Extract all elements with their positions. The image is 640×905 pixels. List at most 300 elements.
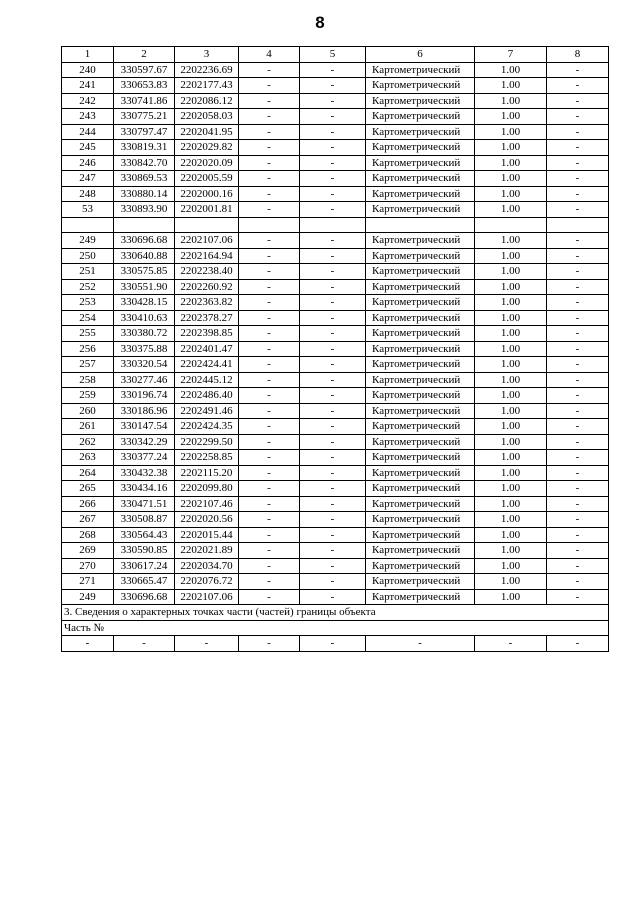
- cell-coord-x: 330869.53: [114, 171, 175, 187]
- cell-method: Картометрический: [366, 543, 475, 559]
- cell-coord-x: 330597.67: [114, 62, 175, 78]
- cell-col-4: -: [239, 465, 300, 481]
- cell-coord-y: 2202398.85: [175, 326, 239, 342]
- cell-accuracy: 1.00: [475, 419, 547, 435]
- cell-method: Картометрический: [366, 589, 475, 605]
- cell-accuracy: 1.00: [475, 326, 547, 342]
- table-row: [62, 372, 609, 388]
- cell-method: Картометрический: [366, 326, 475, 342]
- table-row: [62, 543, 609, 559]
- table-row: [62, 310, 609, 326]
- cell-col-5: -: [300, 543, 366, 559]
- cell-point-number: 268: [62, 527, 114, 543]
- cell-point-number: 271: [62, 574, 114, 590]
- cell-col-5: -: [300, 388, 366, 404]
- cell-accuracy: 1.00: [475, 62, 547, 78]
- cell-col-8: -: [547, 171, 609, 187]
- table-row: [62, 62, 609, 78]
- cell-method: Картометрический: [366, 310, 475, 326]
- cell-col-5: -: [300, 248, 366, 264]
- cell-coord-y: 2202491.46: [175, 403, 239, 419]
- cell-coord-y: 2202236.69: [175, 62, 239, 78]
- cell-col-8: -: [547, 124, 609, 140]
- cell-method: Картометрический: [366, 186, 475, 202]
- cell-point-number: 259: [62, 388, 114, 404]
- cell-col-4: -: [239, 124, 300, 140]
- cell-col-8: -: [547, 295, 609, 311]
- cell-accuracy: 1.00: [475, 403, 547, 419]
- cell-coord-y: 2202378.27: [175, 310, 239, 326]
- empty-cell: [175, 217, 239, 233]
- cell-method: Картометрический: [366, 372, 475, 388]
- cell-col-5: -: [300, 62, 366, 78]
- cell-col-8: -: [547, 93, 609, 109]
- header-cell-3: 3: [175, 47, 239, 63]
- cell-method: Картометрический: [366, 233, 475, 249]
- table-row: [62, 186, 609, 202]
- cell-coord-y: 2202058.03: [175, 109, 239, 125]
- empty-cell: [300, 217, 366, 233]
- cell-col-4: -: [239, 543, 300, 559]
- cell-col-5: -: [300, 372, 366, 388]
- table-row: [62, 264, 609, 280]
- cell-method: Картометрический: [366, 62, 475, 78]
- blank-separator-row: [62, 217, 609, 233]
- cell-col-5: -: [300, 589, 366, 605]
- cell-col-8: -: [547, 357, 609, 373]
- cell-col-4: -: [239, 527, 300, 543]
- cell-col-8: -: [547, 450, 609, 466]
- cell-col-5: -: [300, 171, 366, 187]
- cell-point-number: 252: [62, 279, 114, 295]
- cell-col-4: -: [239, 357, 300, 373]
- cell-col-8: -: [547, 403, 609, 419]
- header-cell-2: 2: [114, 47, 175, 63]
- table-row: [62, 124, 609, 140]
- cell-col-4: -: [239, 295, 300, 311]
- table-row: [62, 496, 609, 512]
- cell-point-number: 265: [62, 481, 114, 497]
- table-row: [62, 574, 609, 590]
- cell-col-8: -: [547, 279, 609, 295]
- cell-col-8: -: [547, 341, 609, 357]
- cell-col-8: -: [547, 62, 609, 78]
- cell-method: Картометрический: [366, 341, 475, 357]
- cell-col-4: -: [239, 233, 300, 249]
- cell-point-number: 266: [62, 496, 114, 512]
- cell-accuracy: 1.00: [475, 248, 547, 264]
- cell-col-5: -: [300, 450, 366, 466]
- table-row: [62, 589, 609, 605]
- cell-coord-x: 330797.47: [114, 124, 175, 140]
- cell-col-5: -: [300, 465, 366, 481]
- cell-coord-x: 330640.88: [114, 248, 175, 264]
- cell-col-4: -: [239, 419, 300, 435]
- cell-coord-x: 330819.31: [114, 140, 175, 156]
- cell-point-number: 270: [62, 558, 114, 574]
- header-cell-6: 6: [366, 47, 475, 63]
- cell-accuracy: 1.00: [475, 341, 547, 357]
- cell-accuracy: 1.00: [475, 372, 547, 388]
- table-row: [62, 512, 609, 528]
- cell-coord-x: 330564.43: [114, 527, 175, 543]
- cell-coord-x: 330320.54: [114, 357, 175, 373]
- cell-col-4: -: [239, 403, 300, 419]
- cell-coord-y: 2202020.09: [175, 155, 239, 171]
- boundary-points-table: [61, 46, 609, 652]
- cell-coord-x: 330186.96: [114, 403, 175, 419]
- cell-coord-y: 2202034.70: [175, 558, 239, 574]
- cell-method: Картометрический: [366, 388, 475, 404]
- cell-col-4: -: [239, 202, 300, 218]
- cell-method: Картометрический: [366, 496, 475, 512]
- cell-col-5: -: [300, 419, 366, 435]
- cell-col-8: -: [547, 78, 609, 94]
- cell-point-number: 248: [62, 186, 114, 202]
- cell-method: Картометрический: [366, 248, 475, 264]
- cell-accuracy: 1.00: [475, 543, 547, 559]
- table-row: [62, 279, 609, 295]
- cell-method: Картометрический: [366, 155, 475, 171]
- header-cell-7: 7: [475, 47, 547, 63]
- cell-coord-y: 2202000.16: [175, 186, 239, 202]
- cell-coord-x: 330617.24: [114, 558, 175, 574]
- part-number-row: [62, 620, 609, 636]
- cell-coord-y: 2202164.94: [175, 248, 239, 264]
- cell-col-5: -: [300, 558, 366, 574]
- cell-col-4: -: [239, 279, 300, 295]
- cell-col-5: -: [300, 202, 366, 218]
- table-row: [62, 326, 609, 342]
- cell-accuracy: 1.00: [475, 140, 547, 156]
- cell-col-4: -: [239, 140, 300, 156]
- cell-col-8: -: [547, 186, 609, 202]
- cell-coord-y: 2202099.80: [175, 481, 239, 497]
- cell-coord-x: 330375.88: [114, 341, 175, 357]
- cell-coord-x: 330653.83: [114, 78, 175, 94]
- cell-method: Картометрический: [366, 171, 475, 187]
- empty-part-row: [62, 636, 609, 652]
- cell-col-4: -: [239, 589, 300, 605]
- cell-accuracy: 1.00: [475, 78, 547, 94]
- cell-coord-y: 2202001.81: [175, 202, 239, 218]
- cell-method: Картометрический: [366, 124, 475, 140]
- table-header-row: [62, 47, 609, 63]
- cell-col-8: -: [547, 496, 609, 512]
- cell-coord-x: 330410.63: [114, 310, 175, 326]
- cell-col-4: -: [239, 93, 300, 109]
- cell-coord-x: 330428.15: [114, 295, 175, 311]
- cell-method: Картометрический: [366, 78, 475, 94]
- cell-coord-y: 2202115.20: [175, 465, 239, 481]
- cell-accuracy: 1.00: [475, 357, 547, 373]
- cell-col-5: -: [300, 512, 366, 528]
- cell-col-8: -: [547, 109, 609, 125]
- cell-coord-x: 330665.47: [114, 574, 175, 590]
- cell-coord-x: 330842.70: [114, 155, 175, 171]
- cell-coord-y: 2202486.40: [175, 388, 239, 404]
- part-number-label: Часть №: [62, 620, 609, 636]
- cell-coord-y: 2202107.46: [175, 496, 239, 512]
- cell-coord-x: 330741.86: [114, 93, 175, 109]
- cell-point-number: 245: [62, 140, 114, 156]
- cell-coord-y: 2202445.12: [175, 372, 239, 388]
- cell-coord-y: 2202029.82: [175, 140, 239, 156]
- cell-accuracy: 1.00: [475, 310, 547, 326]
- cell-accuracy: 1.00: [475, 496, 547, 512]
- cell-coord-y: 2202260.92: [175, 279, 239, 295]
- table-row: [62, 155, 609, 171]
- cell-col-5: -: [300, 341, 366, 357]
- header-cell-5: 5: [300, 47, 366, 63]
- cell-coord-y: 2202107.06: [175, 233, 239, 249]
- cell-method: Картометрический: [366, 279, 475, 295]
- cell-accuracy: 1.00: [475, 574, 547, 590]
- cell-coord-x: 330434.16: [114, 481, 175, 497]
- empty-part-cell: -: [114, 636, 175, 652]
- cell-accuracy: 1.00: [475, 450, 547, 466]
- cell-col-5: -: [300, 357, 366, 373]
- cell-accuracy: 1.00: [475, 202, 547, 218]
- cell-col-5: -: [300, 78, 366, 94]
- cell-method: Картометрический: [366, 140, 475, 156]
- cell-coord-y: 2202424.41: [175, 357, 239, 373]
- cell-method: Картометрический: [366, 558, 475, 574]
- table-row: [62, 481, 609, 497]
- cell-col-8: -: [547, 574, 609, 590]
- cell-point-number: 253: [62, 295, 114, 311]
- cell-col-4: -: [239, 248, 300, 264]
- cell-col-4: -: [239, 558, 300, 574]
- cell-coord-x: 330590.85: [114, 543, 175, 559]
- cell-coord-x: 330775.21: [114, 109, 175, 125]
- cell-point-number: 257: [62, 357, 114, 373]
- cell-method: Картометрический: [366, 357, 475, 373]
- table-row: [62, 109, 609, 125]
- cell-col-8: -: [547, 434, 609, 450]
- cell-col-4: -: [239, 388, 300, 404]
- cell-coord-y: 2202021.89: [175, 543, 239, 559]
- cell-col-8: -: [547, 310, 609, 326]
- cell-method: Картометрический: [366, 481, 475, 497]
- cell-col-4: -: [239, 78, 300, 94]
- header-cell-8: 8: [547, 47, 609, 63]
- cell-col-8: -: [547, 527, 609, 543]
- section-3-title: 3. Сведения о характерных точках части (частей) границы объекта: [62, 605, 609, 621]
- cell-col-5: -: [300, 233, 366, 249]
- cell-accuracy: 1.00: [475, 109, 547, 125]
- cell-coord-y: 2202086.12: [175, 93, 239, 109]
- cell-point-number: 242: [62, 93, 114, 109]
- cell-coord-y: 2202238.40: [175, 264, 239, 280]
- cell-col-5: -: [300, 310, 366, 326]
- table-row: [62, 93, 609, 109]
- table-row: [62, 434, 609, 450]
- cell-col-8: -: [547, 481, 609, 497]
- cell-accuracy: 1.00: [475, 186, 547, 202]
- cell-col-5: -: [300, 496, 366, 512]
- cell-coord-y: 2202015.44: [175, 527, 239, 543]
- cell-col-4: -: [239, 372, 300, 388]
- cell-col-4: -: [239, 62, 300, 78]
- empty-cell: [239, 217, 300, 233]
- cell-coord-y: 2202107.06: [175, 589, 239, 605]
- cell-col-5: -: [300, 295, 366, 311]
- cell-coord-y: 2202005.59: [175, 171, 239, 187]
- cell-col-4: -: [239, 434, 300, 450]
- cell-coord-y: 2202363.82: [175, 295, 239, 311]
- cell-col-5: -: [300, 140, 366, 156]
- cell-col-8: -: [547, 155, 609, 171]
- cell-col-8: -: [547, 248, 609, 264]
- cell-col-8: -: [547, 140, 609, 156]
- table-row: [62, 527, 609, 543]
- cell-col-8: -: [547, 388, 609, 404]
- cell-point-number: 244: [62, 124, 114, 140]
- cell-method: Картометрический: [366, 403, 475, 419]
- cell-coord-x: 330551.90: [114, 279, 175, 295]
- cell-point-number: 246: [62, 155, 114, 171]
- cell-point-number: 255: [62, 326, 114, 342]
- cell-col-8: -: [547, 419, 609, 435]
- cell-accuracy: 1.00: [475, 93, 547, 109]
- cell-method: Картометрический: [366, 450, 475, 466]
- table-row: [62, 295, 609, 311]
- cell-col-4: -: [239, 171, 300, 187]
- cell-point-number: 247: [62, 171, 114, 187]
- table-row: [62, 465, 609, 481]
- empty-cell: [475, 217, 547, 233]
- cell-coord-y: 2202401.47: [175, 341, 239, 357]
- cell-col-8: -: [547, 326, 609, 342]
- cell-coord-y: 2202041.95: [175, 124, 239, 140]
- section-3-row: [62, 605, 609, 621]
- table-row: [62, 202, 609, 218]
- cell-point-number: 269: [62, 543, 114, 559]
- empty-part-cell: -: [62, 636, 114, 652]
- cell-point-number: 264: [62, 465, 114, 481]
- cell-coord-x: 330696.68: [114, 233, 175, 249]
- cell-accuracy: 1.00: [475, 558, 547, 574]
- cell-coord-y: 2202299.50: [175, 434, 239, 450]
- cell-col-4: -: [239, 264, 300, 280]
- cell-accuracy: 1.00: [475, 279, 547, 295]
- cell-col-5: -: [300, 434, 366, 450]
- cell-accuracy: 1.00: [475, 233, 547, 249]
- cell-method: Картометрический: [366, 465, 475, 481]
- table-body: [62, 47, 609, 652]
- cell-point-number: 256: [62, 341, 114, 357]
- cell-col-8: -: [547, 543, 609, 559]
- cell-method: Картометрический: [366, 434, 475, 450]
- cell-col-4: -: [239, 574, 300, 590]
- cell-accuracy: 1.00: [475, 388, 547, 404]
- cell-point-number: 243: [62, 109, 114, 125]
- table-row: [62, 341, 609, 357]
- cell-point-number: 250: [62, 248, 114, 264]
- cell-col-5: -: [300, 124, 366, 140]
- cell-col-5: -: [300, 403, 366, 419]
- cell-col-4: -: [239, 450, 300, 466]
- cell-point-number: 258: [62, 372, 114, 388]
- cell-method: Картометрический: [366, 93, 475, 109]
- cell-col-4: -: [239, 496, 300, 512]
- cell-method: Картометрический: [366, 574, 475, 590]
- table-row: [62, 233, 609, 249]
- cell-accuracy: 1.00: [475, 434, 547, 450]
- cell-point-number: 249: [62, 589, 114, 605]
- header-cell-1: 1: [62, 47, 114, 63]
- cell-accuracy: 1.00: [475, 465, 547, 481]
- cell-col-4: -: [239, 109, 300, 125]
- cell-col-5: -: [300, 326, 366, 342]
- cell-col-5: -: [300, 279, 366, 295]
- cell-col-4: -: [239, 341, 300, 357]
- cell-col-4: -: [239, 481, 300, 497]
- cell-point-number: 251: [62, 264, 114, 280]
- cell-col-8: -: [547, 465, 609, 481]
- empty-cell: [114, 217, 175, 233]
- cell-point-number: 254: [62, 310, 114, 326]
- empty-part-cell: -: [175, 636, 239, 652]
- cell-coord-y: 2202177.43: [175, 78, 239, 94]
- cell-coord-x: 330508.87: [114, 512, 175, 528]
- table-row: [62, 388, 609, 404]
- cell-col-4: -: [239, 512, 300, 528]
- cell-col-5: -: [300, 155, 366, 171]
- cell-coord-x: 330380.72: [114, 326, 175, 342]
- cell-coord-y: 2202020.56: [175, 512, 239, 528]
- cell-accuracy: 1.00: [475, 124, 547, 140]
- cell-coord-x: 330696.68: [114, 589, 175, 605]
- cell-method: Картометрический: [366, 264, 475, 280]
- cell-method: Картометрический: [366, 527, 475, 543]
- empty-cell: [62, 217, 114, 233]
- cell-accuracy: 1.00: [475, 171, 547, 187]
- table-row: [62, 558, 609, 574]
- empty-part-cell: -: [366, 636, 475, 652]
- cell-coord-x: 330196.74: [114, 388, 175, 404]
- empty-part-cell: -: [475, 636, 547, 652]
- cell-coord-x: 330471.51: [114, 496, 175, 512]
- cell-point-number: 249: [62, 233, 114, 249]
- table-row: [62, 450, 609, 466]
- cell-coord-x: 330432.38: [114, 465, 175, 481]
- cell-col-5: -: [300, 527, 366, 543]
- cell-point-number: 263: [62, 450, 114, 466]
- cell-col-8: -: [547, 512, 609, 528]
- empty-part-cell: -: [239, 636, 300, 652]
- cell-method: Картометрический: [366, 295, 475, 311]
- cell-col-5: -: [300, 109, 366, 125]
- cell-col-4: -: [239, 155, 300, 171]
- table-row: [62, 248, 609, 264]
- cell-col-4: -: [239, 326, 300, 342]
- cell-method: Картометрический: [366, 109, 475, 125]
- cell-coord-x: 330893.90: [114, 202, 175, 218]
- cell-col-4: -: [239, 186, 300, 202]
- cell-coord-x: 330377.24: [114, 450, 175, 466]
- cell-col-8: -: [547, 589, 609, 605]
- cell-accuracy: 1.00: [475, 264, 547, 280]
- cell-col-5: -: [300, 186, 366, 202]
- cell-col-5: -: [300, 93, 366, 109]
- cell-method: Картометрический: [366, 512, 475, 528]
- cell-accuracy: 1.00: [475, 295, 547, 311]
- cell-accuracy: 1.00: [475, 589, 547, 605]
- empty-part-cell: -: [300, 636, 366, 652]
- table-row: [62, 171, 609, 187]
